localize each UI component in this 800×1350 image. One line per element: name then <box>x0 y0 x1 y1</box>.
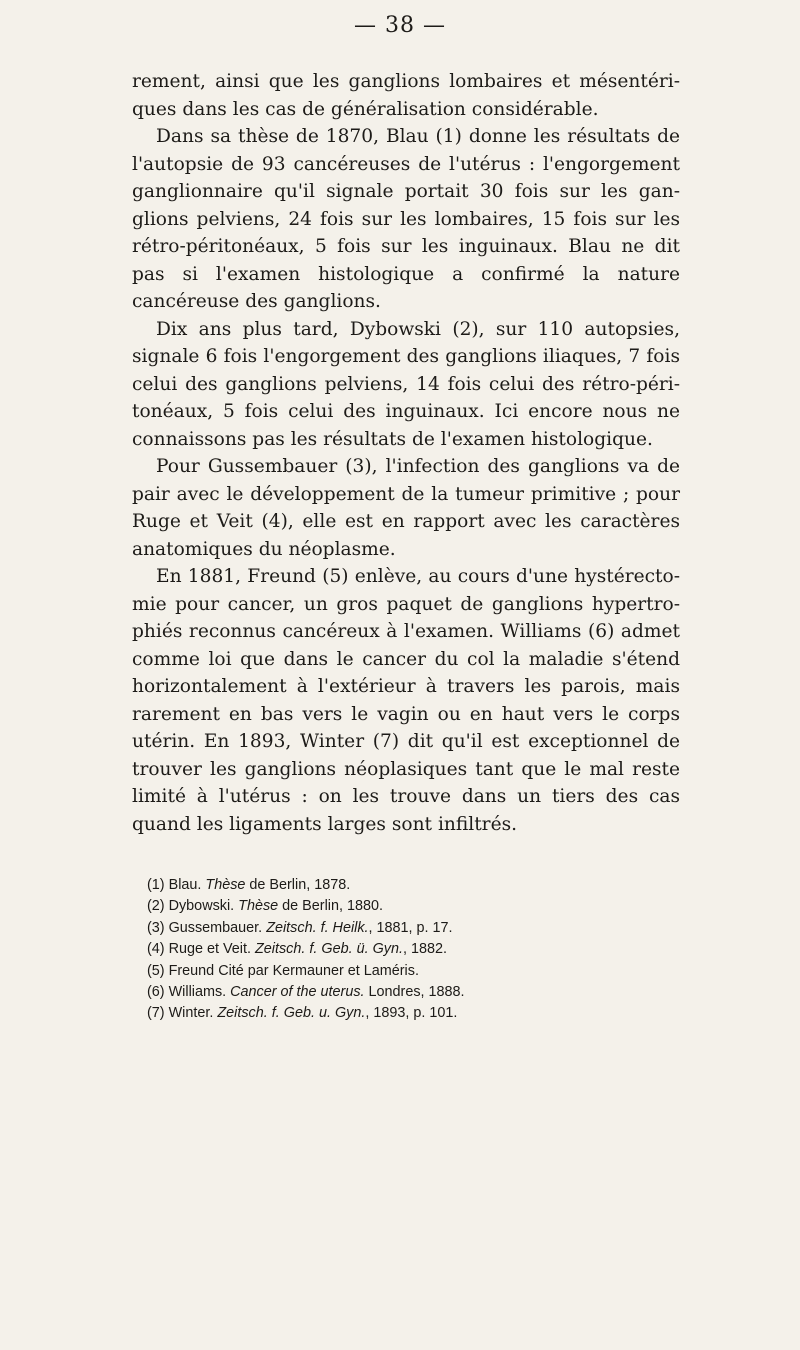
footnote-author: Williams. <box>168 984 231 1001</box>
body-text <box>132 68 680 838</box>
footnote-details: de Berlin, 1878. <box>245 877 351 893</box>
footnote-3 <box>147 918 687 939</box>
paragraph-continuation: rement, ainsi que les ganglions lombaires et mésentéri-ques dans les cas de généralisation considérable. <box>132 71 680 120</box>
paragraph-gussembauer: Pour Gussembauer (3), l'infection des ganglions va de pair avec le développement de la tumeur primitive ; pour Ruge et Veit (4), elle est en rapport avec les caractères anatomiques du néoplasme. <box>132 456 680 560</box>
footnote-details: , 1893, p. 101. <box>365 1005 458 1022</box>
footnote-author: Ruge et Veit. <box>168 941 255 958</box>
footnote-number: (2) <box>147 898 165 915</box>
footnote-1 <box>147 875 687 896</box>
footnote-title: Zeitsch. f. Heilk. <box>266 919 369 936</box>
footnote-details: de Berlin, 1880. <box>278 898 383 915</box>
footnote-title: Thèse <box>238 898 279 915</box>
page-number: — 38 — <box>354 13 446 38</box>
paragraph-freund-williams-winter: En 1881, Freund (5) enlève, au cours d'une hystérecto-mie pour cancer, un gros paquet de ganglions hypertro-phiés reconnus cancéreux à l'examen. Williams (6) admet comme loi que dans le cancer du col la maladie s'étend horizontalement à l'extérieur à travers les parois, mais rarement en bas vers le vagin ou en haut vers le corps utérin. En 1893, Winter (7) dit qu'il est exceptionnel de trouver les ganglions néoplasiques tant que le mal reste limité à l'utérus : on les trouve dans un tiers des cas quand les ligaments larges sont infiltrés. <box>132 566 680 835</box>
paragraph-blau: Dans sa thèse de 1870, Blau (1) donne les résultats de l'autopsie de 93 cancéreuses de l'utérus : l'engorgement ganglionnaire qu'il signale portait 30 fois sur les gan-glions pelviens, 24 fois sur les lombaires, 15 fois sur les rétro-péritonéaux, 5 fois sur les inguinaux. Blau ne dit pas si l'examen histologique a confirmé la nature cancéreuse des ganglions. <box>132 126 680 312</box>
footnote-7 <box>147 1003 687 1024</box>
footnote-number: (7) <box>147 1005 165 1022</box>
footnote-details: , 1882. <box>402 941 447 958</box>
footnotes <box>147 875 687 1025</box>
footnote-5 <box>147 961 687 982</box>
footnote-title: Zeitsch. f. Geb. ü. Gyn. <box>255 941 403 958</box>
footnote-number: (5) <box>147 962 165 979</box>
footnote-title: Cancer of the uterus. <box>230 984 365 1001</box>
footnote-details: Londres, 1888. <box>364 984 465 1001</box>
footnote-number: (3) <box>147 919 165 936</box>
footnote-author: Blau. <box>168 877 206 893</box>
footnote-author: Winter. <box>168 1005 218 1022</box>
paragraph-dybowski: Dix ans plus tard, Dybowski (2), sur 110 autopsies, signale 6 fois l'engorgement des ganglions iliaques, 7 fois celui des ganglions pelviens, 14 fois celui des rétro-péri-tonéaux, 5 fois celui des inguinaux. Ici encore nous ne connaissons pas les résultats de l'examen histologique. <box>132 318 680 450</box>
footnote-number: (1) <box>147 877 165 893</box>
footnote-title: Zeitsch. f. Geb. u. Gyn. <box>217 1005 366 1022</box>
footnote-author: Freund Cité par Kermauner et Laméris. <box>168 962 419 979</box>
footnote-author: Dybowski. <box>168 898 239 915</box>
footnote-6 <box>147 982 687 1003</box>
footnote-number: (4) <box>147 941 165 958</box>
footnote-2 <box>147 896 687 917</box>
footnote-4 <box>147 939 687 960</box>
footnote-number: (6) <box>147 984 165 1001</box>
footnote-author: Gussembauer. <box>168 919 267 936</box>
footnote-title: Thèse <box>205 877 246 893</box>
footnote-details: , 1881, p. 17. <box>368 919 453 936</box>
